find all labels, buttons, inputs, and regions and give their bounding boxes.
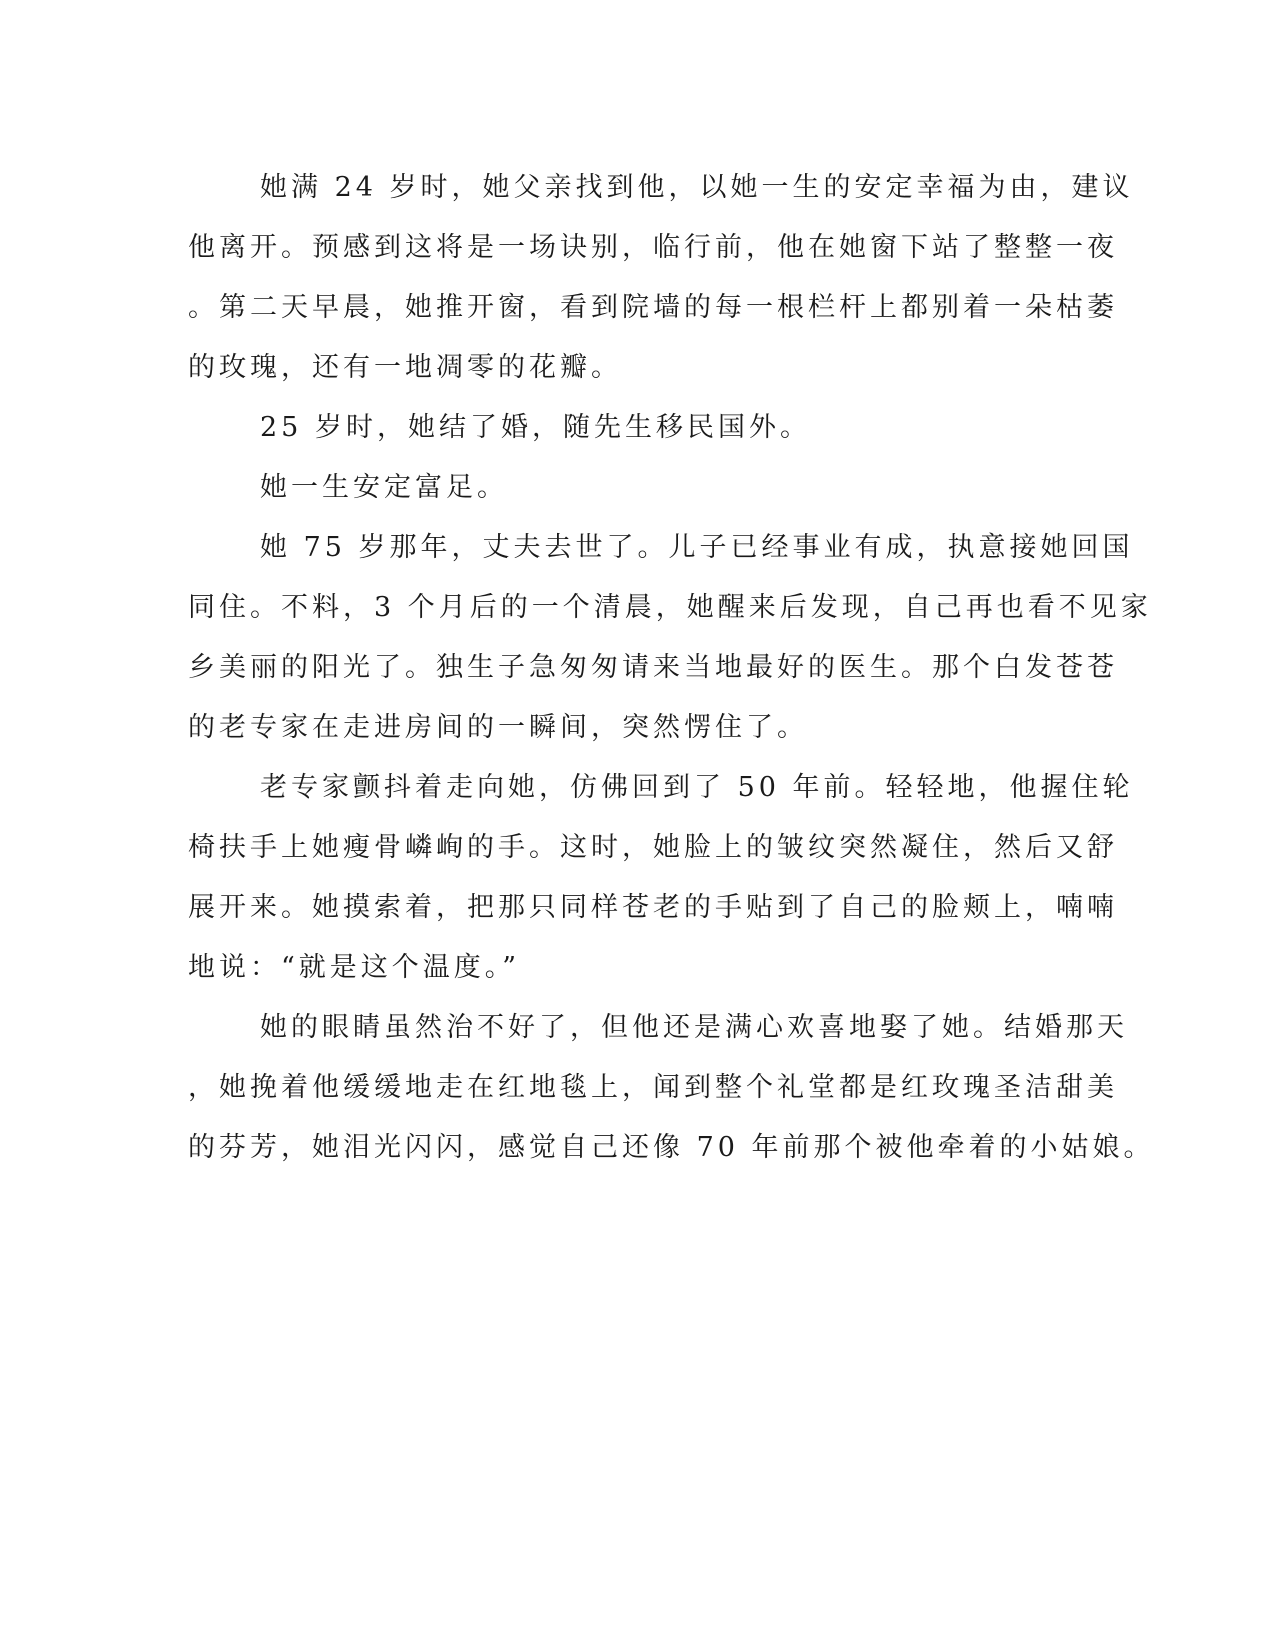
story-text bbox=[188, 158, 1155, 1178]
text-line: 椅扶手上她瘦骨嶙峋的手。这时，她脸上的皱纹突然凝住，然后又舒 bbox=[188, 832, 1118, 863]
text-line: 的老专家在走进房间的一瞬间，突然愣住了。 bbox=[188, 712, 808, 743]
text-line: 她 75 岁那年，丈夫去世了。儿子已经事业有成，执意接她回国 bbox=[260, 532, 1134, 563]
text-line: 地说：“就是这个温度。” bbox=[188, 952, 521, 983]
text-line: 她一生安定富足。 bbox=[260, 472, 508, 503]
text-line: 展开来。她摸索着，把那只同样苍老的手贴到了自己的脸颊上，喃喃 bbox=[188, 892, 1118, 923]
text-line: 乡美丽的阳光了。独生子急匆匆请来当地最好的医生。那个白发苍苍 bbox=[188, 652, 1118, 683]
text-line: ，她挽着他缓缓地走在红地毯上，闻到整个礼堂都是红玫瑰圣洁甜美 bbox=[188, 1072, 1118, 1103]
text-line: 他离开。预感到这将是一场诀别，临行前，他在她窗下站了整整一夜 bbox=[188, 232, 1118, 263]
text-line: 老专家颤抖着走向她，仿佛回到了 50 年前。轻轻地，他握住轮 bbox=[260, 772, 1134, 803]
text-line: 她满 24 岁时，她父亲找到他，以她一生的安定幸福为由，建议 bbox=[260, 172, 1134, 203]
text-line: 。第二天早晨，她推开窗，看到院墙的每一根栏杆上都别着一朵枯萎 bbox=[188, 292, 1118, 323]
text-line: 同住。不料，3 个月后的一个清晨，她醒来后发现，自己再也看不见家 bbox=[188, 592, 1152, 623]
text-line: 她的眼睛虽然治不好了，但他还是满心欢喜地娶了她。结婚那天 bbox=[260, 1012, 1128, 1043]
text-line: 的玫瑰，还有一地凋零的花瓣。 bbox=[188, 352, 622, 383]
text-line: 的芬芳，她泪光闪闪，感觉自己还像 70 年前那个被他牵着的小姑娘。 bbox=[188, 1132, 1155, 1163]
text-line: 25 岁时，她结了婚，随先生移民国外。 bbox=[260, 412, 811, 443]
